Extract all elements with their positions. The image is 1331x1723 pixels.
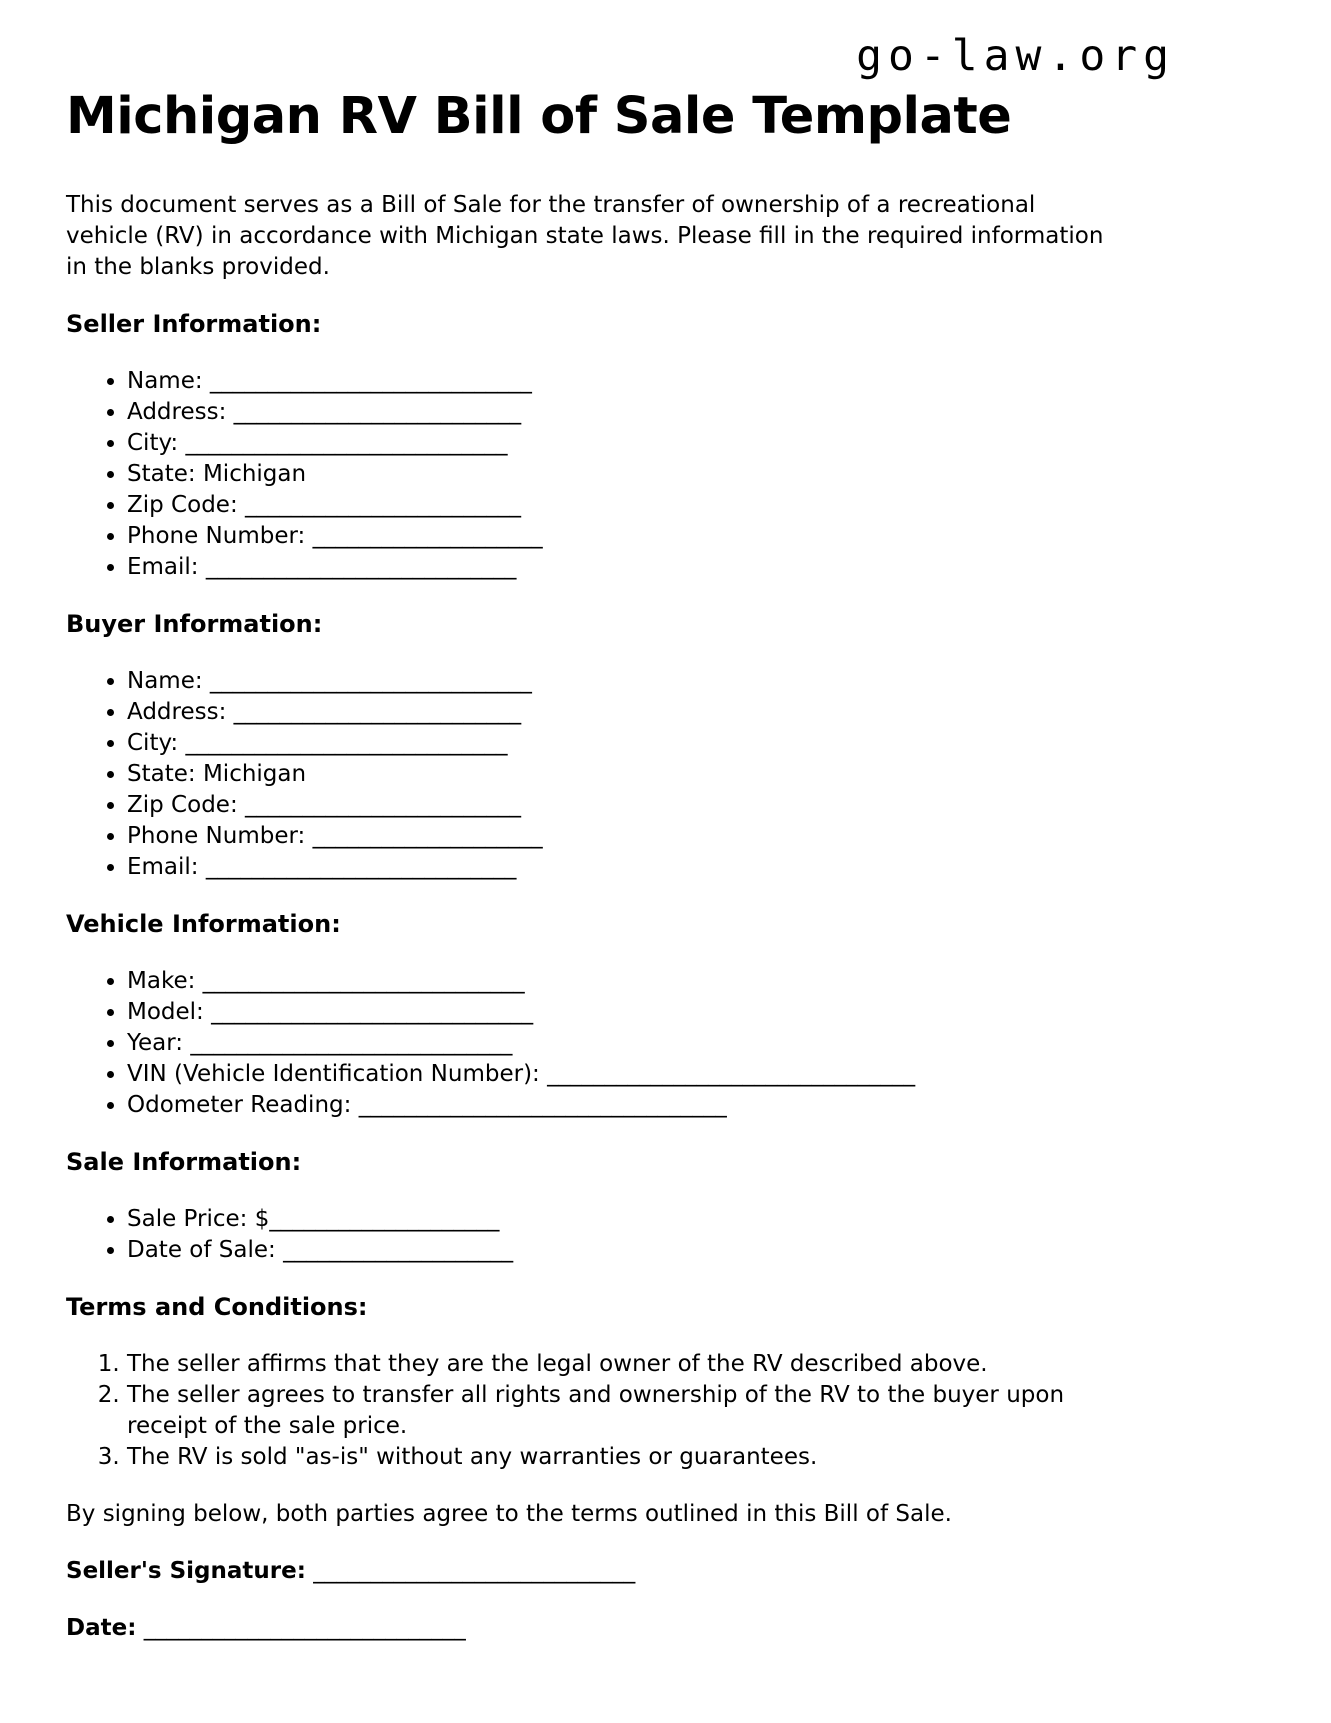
field-blank: ____________________________ xyxy=(211,999,534,1025)
intro-line-3: in the blanks provided. xyxy=(66,254,330,280)
buyer-zip-row xyxy=(127,790,1175,821)
field-blank: ____________________________ xyxy=(185,730,508,756)
field-label: State: xyxy=(127,461,196,487)
field-label: Year: xyxy=(127,1030,184,1056)
field-blank: ____________________________ xyxy=(185,430,508,456)
field-blank: ____________________________ xyxy=(209,368,532,394)
seller-signature-row xyxy=(66,1556,1175,1587)
seller-name-row xyxy=(127,366,1175,397)
field-label: Name: xyxy=(127,668,203,694)
site-logo: go-law.org xyxy=(856,31,1175,81)
buyer-email-row xyxy=(127,852,1175,883)
field-blank: ____________________________ xyxy=(209,668,532,694)
field-label: Date of Sale: xyxy=(127,1237,276,1263)
seller-address-row xyxy=(127,397,1175,428)
field-label: VIN (Vehicle Identification Number): xyxy=(127,1061,540,1087)
vehicle-make-row xyxy=(127,966,1175,997)
field-blank: _________________________ xyxy=(233,399,522,425)
field-label: Phone Number: xyxy=(127,823,306,849)
buyer-phone-row xyxy=(127,821,1175,852)
vehicle-model-row xyxy=(127,997,1175,1028)
sale-date-row xyxy=(127,1235,1175,1266)
terms-list xyxy=(66,1349,1175,1473)
seller-email-row xyxy=(127,552,1175,583)
field-blank: ________________________________ xyxy=(358,1092,727,1118)
date-label: Date: xyxy=(66,1615,137,1641)
intro-line-1: This document serves as a Bill of Sale for the transfer of ownership of a recreational xyxy=(66,192,1036,218)
field-blank: ________________________ xyxy=(245,792,521,818)
buyer-state-row xyxy=(127,759,1175,790)
signature-blank: ____________________________ xyxy=(313,1558,636,1584)
vehicle-year-row xyxy=(127,1028,1175,1059)
field-label: Model: xyxy=(127,999,204,1025)
date-row xyxy=(66,1613,1175,1644)
terms-item-1-text: 1. The seller affirms that they are the legal owner of the RV described above. xyxy=(127,1351,988,1377)
field-value: Michigan xyxy=(202,461,307,487)
field-label: Address: xyxy=(127,399,227,425)
section-heading-sale: Sale Information: xyxy=(66,1148,302,1176)
seller-phone-row xyxy=(127,521,1175,552)
field-blank: _________________________ xyxy=(233,699,522,725)
field-value: Michigan xyxy=(202,761,307,787)
terms-item-2-line-2: receipt of the sale price. xyxy=(127,1413,408,1439)
field-blank: ____________________________ xyxy=(202,968,525,994)
field-label: Zip Code: xyxy=(127,492,238,518)
seller-city-row xyxy=(127,428,1175,459)
date-blank: ____________________________ xyxy=(143,1615,466,1641)
field-blank: ____________________________ xyxy=(190,1030,513,1056)
signature-label: Seller's Signature: xyxy=(66,1558,306,1584)
field-label: State: xyxy=(127,761,196,787)
field-blank: ___________________________ xyxy=(205,854,517,880)
buyer-name-row xyxy=(127,666,1175,697)
intro-paragraph xyxy=(66,190,1175,283)
field-blank: ____________________ xyxy=(283,1237,514,1263)
terms-item-2-line-1: 2. The seller agrees to transfer all rights and ownership of the RV to the buyer upon xyxy=(127,1382,1065,1408)
seller-zip-row xyxy=(127,490,1175,521)
buyer-city-row xyxy=(127,728,1175,759)
sale-fields-list xyxy=(66,1204,1175,1266)
buyer-address-row xyxy=(127,697,1175,728)
sale-price-row xyxy=(127,1204,1175,1235)
field-blank: ___________________________ xyxy=(205,554,517,580)
buyer-fields-list xyxy=(66,666,1175,883)
field-label: Email: xyxy=(127,554,199,580)
field-blank: ________________________________ xyxy=(547,1061,916,1087)
section-heading-buyer: Buyer Information: xyxy=(66,610,323,638)
section-heading-terms: Terms and Conditions: xyxy=(66,1293,368,1321)
terms-item-3-text: 3. The RV is sold "as-is" without any warranties or guarantees. xyxy=(127,1444,818,1470)
terms-item-3 xyxy=(127,1442,1175,1473)
field-label: Make: xyxy=(127,968,196,994)
field-blank: ____________________ xyxy=(269,1206,500,1232)
closing-statement: By signing below, both parties agree to the terms outlined in this Bill of Sale. xyxy=(66,1501,952,1527)
field-label: Email: xyxy=(127,854,199,880)
field-blank: ________________________ xyxy=(245,492,521,518)
intro-line-2: vehicle (RV) in accordance with Michigan state laws. Please fill in the required information xyxy=(66,223,1104,249)
field-label: Odometer Reading: xyxy=(127,1092,352,1118)
seller-fields-list xyxy=(66,366,1175,583)
field-label: Phone Number: xyxy=(127,523,306,549)
field-label: City: xyxy=(127,430,179,456)
vehicle-vin-row xyxy=(127,1059,1175,1090)
field-label: Zip Code: xyxy=(127,792,238,818)
vehicle-fields-list xyxy=(66,966,1175,1121)
field-label: Name: xyxy=(127,368,203,394)
vehicle-odometer-row xyxy=(127,1090,1175,1121)
terms-item-1 xyxy=(127,1349,1175,1380)
seller-state-row xyxy=(127,459,1175,490)
section-heading-vehicle: Vehicle Information: xyxy=(66,910,341,938)
section-heading-seller: Seller Information: xyxy=(66,310,322,338)
document-title: Michigan RV Bill of Sale Template xyxy=(66,87,1012,146)
field-blank: ____________________ xyxy=(312,823,543,849)
field-label: Address: xyxy=(127,699,227,725)
field-blank: ____________________ xyxy=(312,523,543,549)
terms-item-2 xyxy=(127,1380,1175,1442)
field-label: Sale Price: $ xyxy=(127,1206,270,1232)
field-label: City: xyxy=(127,730,179,756)
